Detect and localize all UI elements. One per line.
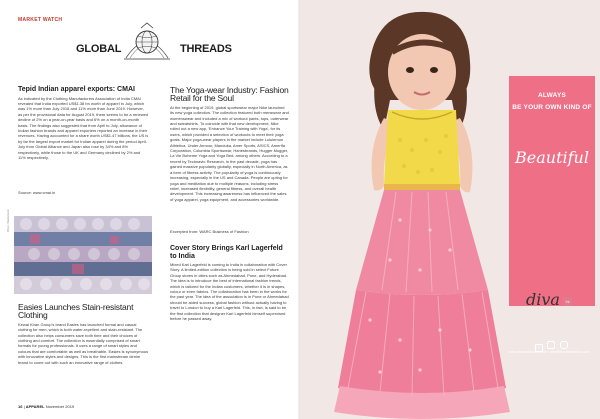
article-karl-lagerfeld-headline: Cover Story Brings Karl Lagerfeld to India: [170, 245, 283, 260]
article-cmai-source: Source: www.cmai.in: [18, 189, 56, 195]
photo-credit: Photo: Shutterstock: [7, 209, 10, 232]
fabric-rolls-image: [14, 216, 152, 294]
article-yoga: [170, 86, 289, 234]
globe-emblem-icon: [120, 20, 174, 64]
magazine-name: APPAREL: [25, 404, 45, 409]
brand-logo: [526, 290, 560, 309]
fabric-rolls-photo: [14, 216, 152, 294]
twitter-icon[interactable]: [560, 341, 568, 349]
ad-website[interactable]: www.divaniofashion.com • info@divaniofashion.com: [508, 350, 590, 354]
issue-date: November 2019: [45, 404, 75, 409]
ad-tagline-line2: BE YOUR OWN KIND OF: [512, 104, 592, 111]
article-karl-lagerfeld: [170, 245, 289, 392]
article-karl-lagerfeld-body: Mixed Karl Lagerfeld is coming to India in collaboration with Cover Story. A limited-edition collection is being sold in select Future Group stores in cities such as Ahmedabad, Pune, and Hyderabad. The idea is to introduce the best of international fashion trends, which is tailored for the Indian customers, whether it is in shapes, colour or even fabrics. The collaboration has been in the works for the past year. The idea of the association is in Pune or Ahmedabad should be aided success, global fashion without actually having to travel to London to buy a Karl Lagerfeld. This, in fact, is said to be the first collection that designer Karl Lagerfeld himself supervised before he passed away.: [170, 262, 289, 322]
instagram-icon[interactable]: [547, 341, 555, 349]
brand-mark: 'ni: [563, 297, 572, 306]
article-cmai-headline: Tepid Indian apparel exports: CMAI: [18, 86, 135, 93]
ad-tagline-line1: ALWAYS: [537, 92, 567, 99]
masthead-title-right: THREADS: [180, 43, 232, 55]
page-footer: 16 | APPAREL November 2019: [18, 404, 75, 409]
masthead: [0, 20, 300, 64]
article-yoga-headline: The Yoga-wear Industry: Fashion Retail for the Soul: [170, 85, 289, 104]
right-page-advertisement: [300, 0, 600, 419]
article-yoga-source: Excerpted from: WARC Business of Fashion: [170, 228, 249, 234]
article-easies: [18, 303, 149, 392]
article-easies-headline: Easies Launches Stain-resistant Clothing: [18, 302, 134, 321]
brand-name: diva: [526, 290, 560, 309]
article-cmai-body: As indicated by the Clothing Manufacturers Association of India CMAI revealed that India exported US$1.38 bn worth of apparel in July, which was 1% more than July 2018 and 11% more than June 2019. However, as per the provisional data for August 2019, there seems to be a renewed decline of 2% on a year-on-year basis and 6% on a month-on-month basis. The findings also suggested that from April to July, allowance of Indian fashion brands and apparel exporters reported an increase in their revenues. Having accounted for a share worth US$1.47 billions, the US is by far the largest export market for Indian apparel during the period April-July from Global Alliance and Japan also rose by 34% and 8% respectively, while those to the UK and Germany declined by 2% and 11% respectively.: [18, 95, 149, 160]
article-cmai: [18, 86, 149, 195]
masthead-title-left: GLOBAL: [76, 43, 122, 55]
article-easies-body: Kewal Kiran Group's brand Easies has launched formal and casual clothing for men, which is both water-repellent and stain-resistant. The collection also helps consumers save both time and their choices of clothing and comfort. The collection is essentially comprised of smart formals for young professionals. It uses a range of smart styles and colours that are comfortable as well as breathable. Easies is synonymous with innovative styles and designs. This is the first mainstream denim brand to come out with such an innovative range of clothes.: [18, 321, 149, 365]
page-number: 16: [18, 404, 23, 409]
article-yoga-body: At the beginning of 2019, global sportswear major Nike launched its new yoga collection. The collection featured both menswear and womenswear and included a mix of workout pants, tops, outerwear and sweatshirts. To coincide with that new development, Nike rolled out a new app, 'Enhance Your Training with Yoga', for its users, which provided a selection of workouts to meet their yoga goals. Major yoga-wear players in the market include Lululemon Athletica, Under Armour, Manduka, Amer Sports, ASICS, Amerifa Corporation, Columbia Sportswear, Hanesbrands, Hugger Mugger, La Vie Boheme Yoga and Yoga Bed, among others. According to a recent by Technavio Research, in the past decade, yoga has gained massive popularity globally, especially in North America, as a form of fitness activity. The popularity of yoga is continuously increasing, especially in the US and Canada. People are opting for yoga and meditation due to multiple reasons, including stress relief, increased flexibility, general fitness, and overall health development. This increasing awareness has influenced the sales of yoga apparel, yoga equipment, and accessories worldwide.: [170, 104, 289, 202]
facebook-icon[interactable]: f: [535, 344, 543, 352]
ad-tagline-script: Beautiful: [515, 148, 589, 167]
section-label: MARKET WATCH: [18, 17, 63, 23]
